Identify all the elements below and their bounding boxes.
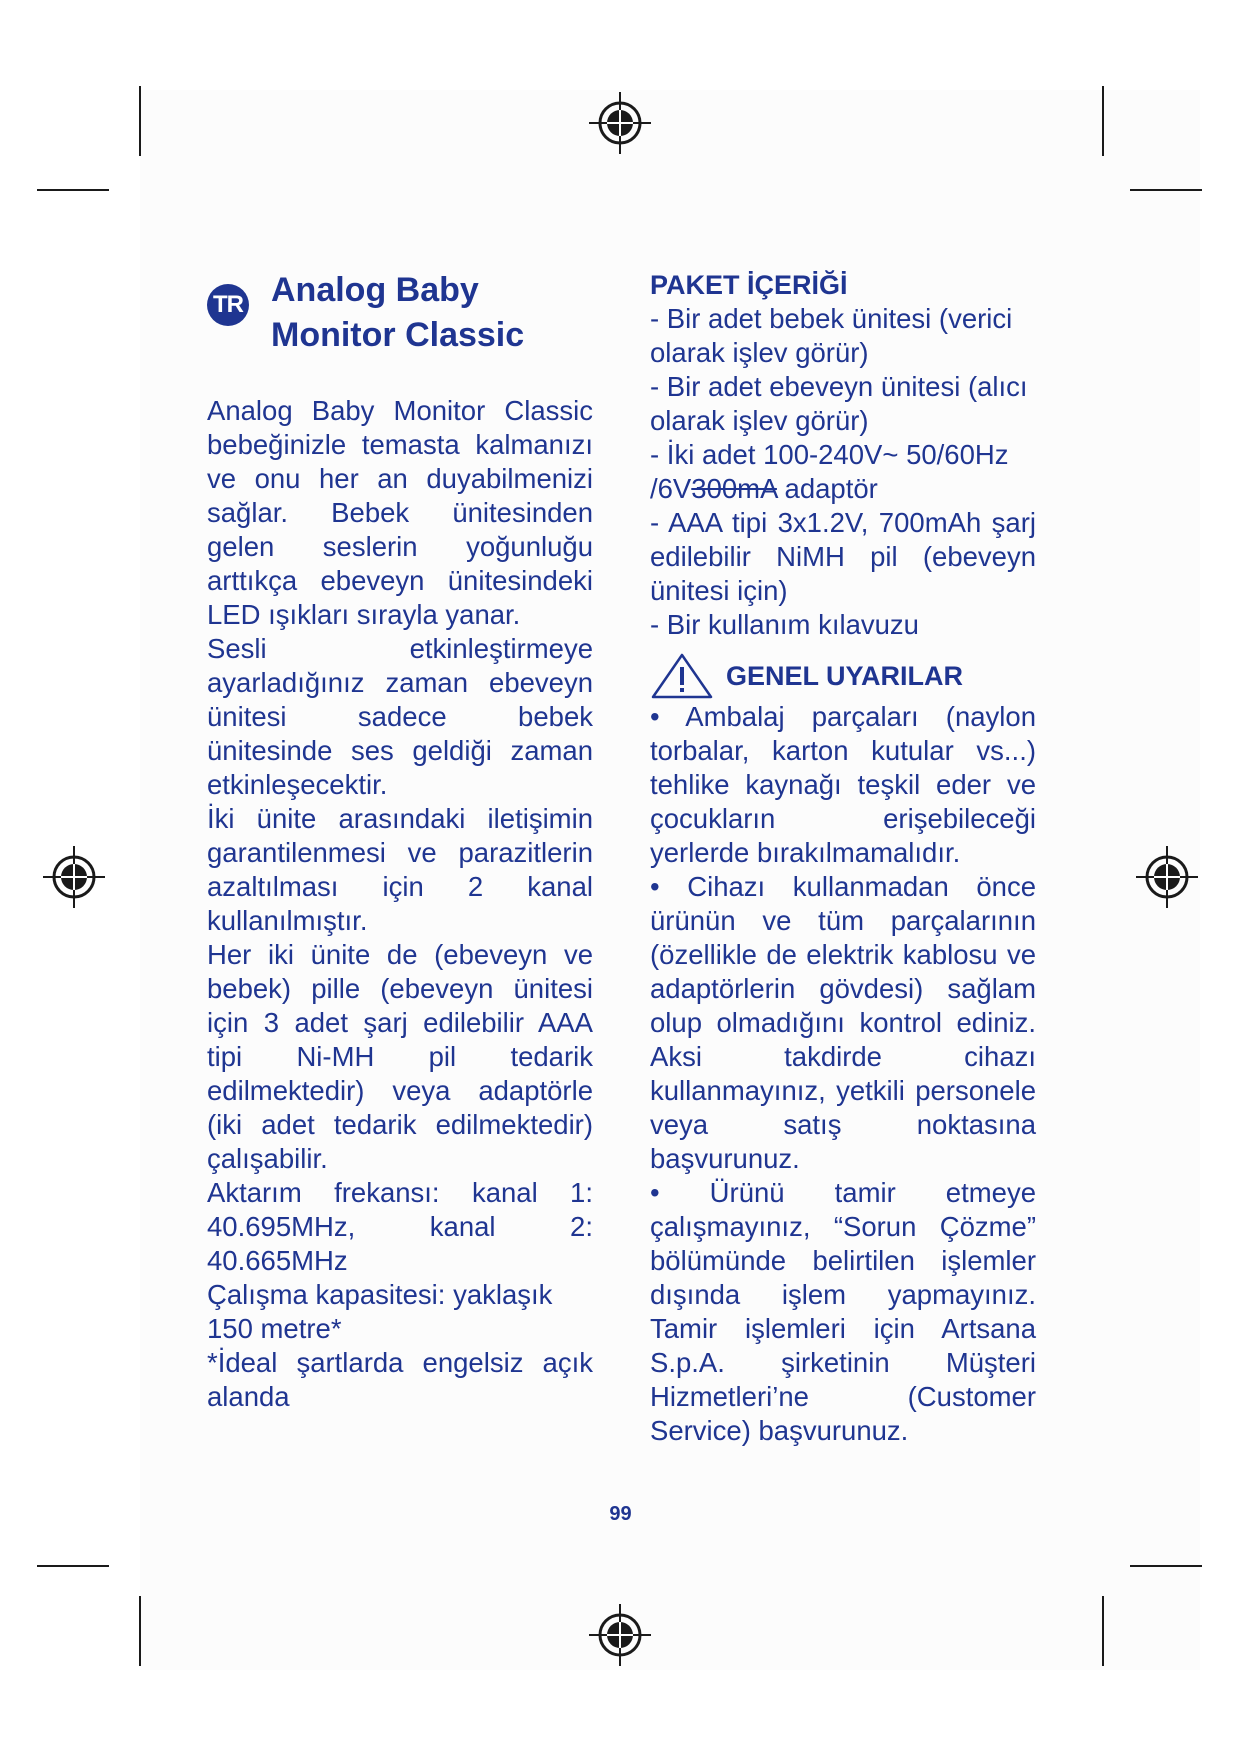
footnote-paragraph: *İdeal şartlarda engelsiz açık alanda (207, 1347, 593, 1412)
warning-triangle-icon (650, 652, 714, 700)
voice-activation-paragraph: Sesli etkinleştirmeye ayarladığınız zaman ebeveyn ünitesi sadece bebek ünitesinde ses geldiği zaman etkinleşecektir. (207, 633, 593, 800)
list-item-adapter (650, 438, 1036, 506)
crop-mark-bottom-right-h (1130, 1565, 1202, 1567)
adapter-suffix: adaptör (776, 473, 878, 504)
crop-mark-bottom-left-h (37, 1565, 109, 1567)
registration-mark-right (1136, 846, 1198, 908)
title-block (207, 268, 593, 358)
range-paragraph: Çalışma kapasitesi: yaklaşık 150 metre* (207, 1279, 553, 1344)
warnings-heading-row (650, 652, 1036, 700)
crop-mark-top-left (139, 86, 141, 156)
page-number: 99 (609, 1503, 632, 1525)
warning-item: • Cihazı kullanmadan önce ürünün ve tüm parçalarının (özellikle de elektrik kablosu ve adaptörlerin gövdesi) sağlam olup olmadığını kontrol ediniz. Aksi takdirde cihazı kullanmayınız, yetkili personele veya satış noktasına başvurunuz. (650, 871, 1036, 1174)
list-item: - Bir adet bebek ünitesi (verici olarak işlev görür) (650, 303, 1013, 368)
registration-mark-top (589, 92, 651, 154)
channels-paragraph: İki ünite arasındaki iletişimin garantilenmesi ve parazitlerin azaltılması için 2 kanal kullanılmıştır. (207, 803, 593, 936)
crop-mark-bottom-left (139, 1596, 141, 1666)
package-contents-heading: PAKET İÇERİĞİ (650, 270, 848, 300)
warnings-list (650, 700, 1036, 1448)
crop-mark-bottom-right (1102, 1596, 1104, 1666)
left-column (207, 268, 593, 1414)
warning-item: • Ürünü tamir etmeye çalışmayınız, “Sorun Çözme” bölümünde belirtilen işlemler dışında işlem yapmayınız. Tamir işlemleri için Artsana S.p.A. şirketinin Müşteri Hizmetleri’ne (Customer Service) başvurunuz. (650, 1177, 1036, 1446)
power-paragraph: Her iki ünite de (ebeveyn ve bebek) pille (ebeveyn ünitesi için 3 adet şarj edilebilir AAA tipi Ni-MH pil tedarik edilmektedir) veya adaptörle (iki adet tedarik edilmektedir) çalışabilir. (207, 939, 593, 1174)
crop-mark-top-right (1102, 86, 1104, 156)
general-warnings-heading: GENEL UYARILAR (726, 661, 964, 691)
package-contents-list (650, 302, 1036, 642)
right-column (650, 268, 1036, 1448)
frequency-paragraph: Aktarım frekansı: kanal 1: 40.695MHz, kanal 2: 40.665MHz (207, 1177, 593, 1276)
list-item: - Bir kullanım kılavuzu (650, 609, 919, 640)
page-title-line2: Monitor Classic (271, 316, 525, 354)
adapter-current: 300mA (691, 473, 777, 504)
intro-paragraph: Analog Baby Monitor Classic bebeğinizle temasta kalmanızı ve onu her an duyabilmenizi sağlar. Bebek ünitesinden gelen seslerin yoğunluğu arttıkça ebeveyn ünitesindeki LED ışıkları sırayla yanar. (207, 395, 593, 630)
list-item: - Bir adet ebeveyn ünitesi (alıcı olarak işlev görür) (650, 371, 1028, 436)
language-badge: TR (207, 284, 249, 326)
adapter-prefix: - İki adet 100-240V~ 50/60Hz /6V (650, 439, 1009, 504)
registration-mark-left (43, 846, 105, 908)
intro-text (207, 394, 593, 1414)
page-title-line1: Analog Baby (271, 271, 479, 309)
warning-item: • Ambalaj parçaları (naylon torbalar, karton kutular vs...) tehlike kaynağı teşkil eder ve çocukların erişebileceği yerlerde bırakılmamalıdır. (650, 701, 1036, 868)
list-item: - AAA tipi 3x1.2V, 700mAh şarj edilebilir NiMH pil (ebeveyn ünitesi için) (650, 507, 1036, 606)
registration-mark-bottom (589, 1604, 651, 1666)
crop-mark-top-left-h (37, 189, 109, 191)
crop-mark-top-right-h (1130, 189, 1202, 191)
